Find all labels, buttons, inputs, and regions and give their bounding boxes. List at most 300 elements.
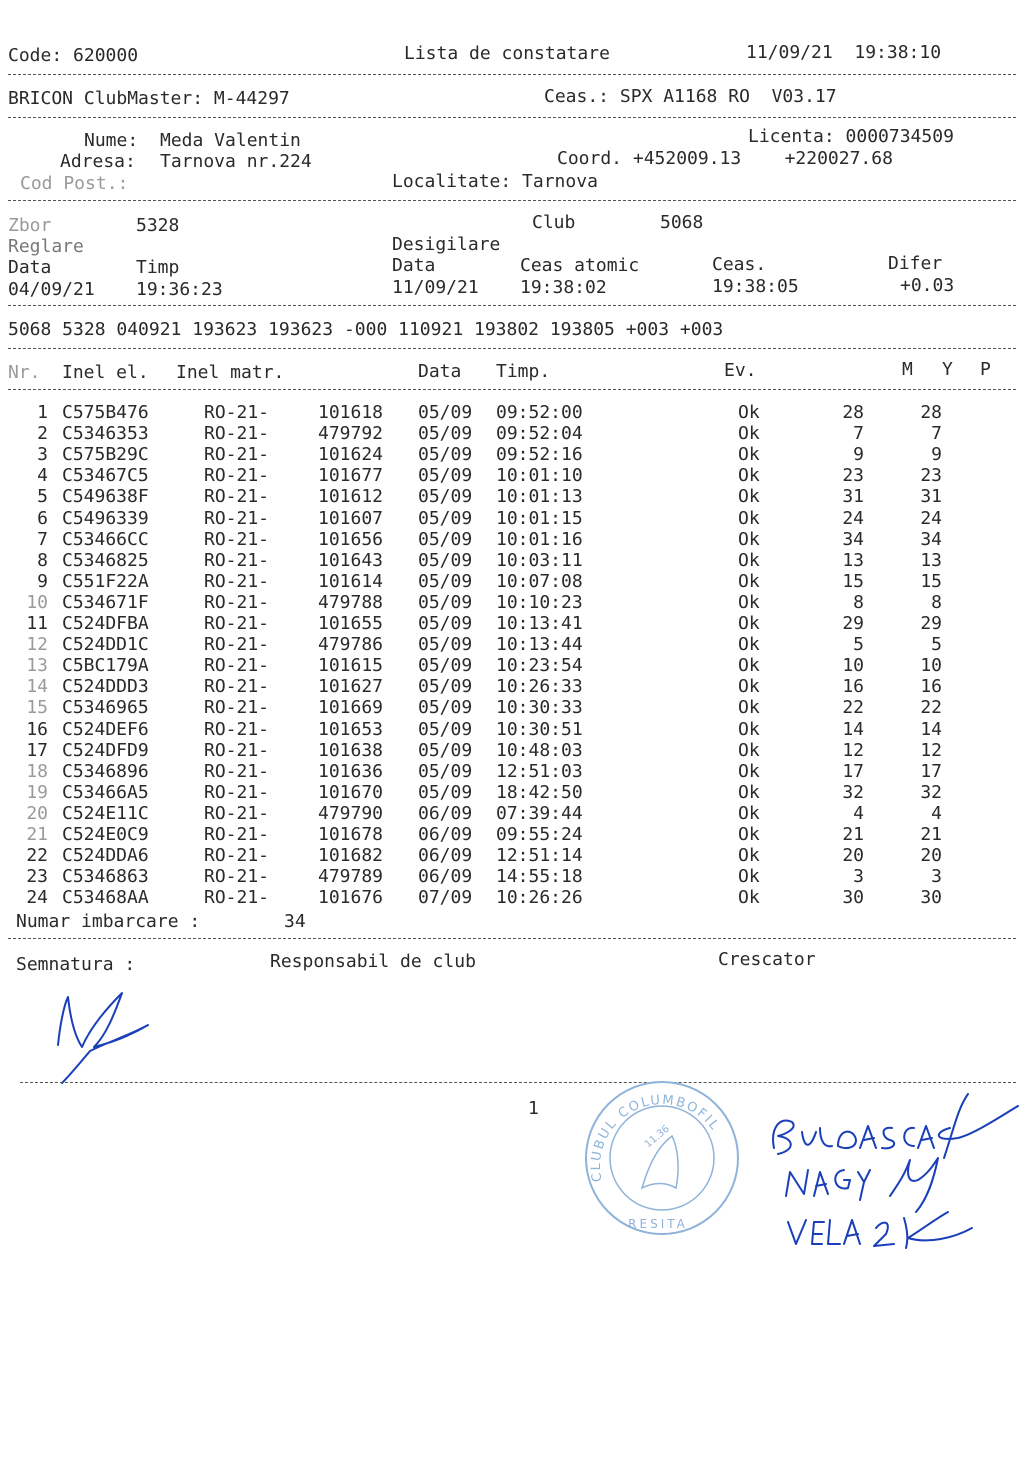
value-y: 21 <box>920 824 942 845</box>
arrival-time: 10:23:54 <box>496 655 583 677</box>
row-number: 20 <box>26 802 48 824</box>
event-status: Ok <box>738 570 760 592</box>
value-y: 15 <box>920 570 942 592</box>
row-number: 12 <box>26 634 48 656</box>
table-row <box>0 488 1024 509</box>
table-row <box>0 826 1024 847</box>
arrival-date: 06/09 <box>418 802 473 824</box>
table-row <box>0 718 1024 742</box>
separator <box>8 348 1016 349</box>
desigilare-ceas: 19:38:05 <box>712 276 799 297</box>
value-y: 9 <box>931 444 942 466</box>
electronic-ring: C551F22A <box>62 570 149 592</box>
address-label: Adresa: <box>60 151 136 172</box>
separator <box>8 117 1016 118</box>
row-number: 9 <box>37 570 48 592</box>
arrival-time: 10:10:23 <box>496 591 583 613</box>
value-y: 3 <box>931 866 942 888</box>
arrival-date: 05/09 <box>418 676 473 698</box>
arrival-date: 05/09 <box>418 718 473 740</box>
ring-prefix: RO-21- <box>204 866 270 888</box>
header-ev: Ev. <box>724 360 757 381</box>
value-m: 5 <box>853 634 864 656</box>
ring-number: 101653 <box>318 718 384 740</box>
breeder-signature <box>50 985 160 1090</box>
row-number: 4 <box>37 465 48 487</box>
owner-address: Tarnova nr.224 <box>160 151 312 172</box>
table-row <box>0 781 1024 805</box>
boarding-label: Numar imbarcare : <box>16 911 201 932</box>
committee-signatures <box>758 1088 1020 1258</box>
header-data: Data <box>418 361 462 382</box>
table-row <box>0 467 1024 488</box>
event-status: Ok <box>738 528 760 550</box>
arrival-date: 05/09 <box>418 634 473 656</box>
club-number: 5068 <box>660 212 704 233</box>
ring-prefix: RO-21- <box>204 465 270 487</box>
name-label: Nume: <box>84 130 139 151</box>
ring-prefix: RO-21- <box>204 802 270 824</box>
col-ceas: Ceas. <box>712 254 767 275</box>
arrival-time: 10:01:16 <box>496 528 583 550</box>
table-row <box>0 739 1024 763</box>
ring-number: 101670 <box>318 781 384 803</box>
row-number: 13 <box>26 655 48 677</box>
col-data2: Data <box>392 255 436 276</box>
ring-number: 101643 <box>318 549 384 571</box>
ring-prefix: RO-21- <box>204 655 270 677</box>
ring-number: 101624 <box>318 444 384 466</box>
arrival-time: 09:55:24 <box>496 824 583 845</box>
event-status: Ok <box>738 781 760 803</box>
ring-number: 101627 <box>318 676 384 698</box>
header-p: P <box>980 359 991 380</box>
arrival-date: 05/09 <box>418 423 473 445</box>
results-table <box>0 404 1024 914</box>
arrival-time: 09:52:00 <box>496 402 583 423</box>
electronic-ring: C5346965 <box>62 697 149 719</box>
ring-number: 101655 <box>318 613 384 634</box>
row-number: 23 <box>26 866 48 888</box>
header-inel-el: Inel el. <box>62 362 149 383</box>
value-y: 10 <box>920 655 942 677</box>
event-status: Ok <box>738 887 760 909</box>
table-row <box>0 507 1024 531</box>
electronic-ring: C5346825 <box>62 549 149 571</box>
table-row <box>0 847 1024 868</box>
electronic-ring: C524E11C <box>62 802 149 824</box>
ring-prefix: RO-21- <box>204 781 270 803</box>
electronic-ring: C524E0C9 <box>62 824 149 845</box>
event-status: Ok <box>738 613 760 634</box>
club-responsible-label: Responsabil de club <box>270 951 476 972</box>
ring-number: 101615 <box>318 655 384 677</box>
arrival-date: 05/09 <box>418 549 473 571</box>
value-m: 21 <box>842 824 864 845</box>
arrival-time: 10:07:08 <box>496 570 583 592</box>
ring-number: 101676 <box>318 887 384 909</box>
arrival-date: 06/09 <box>418 824 473 845</box>
club-label: Club <box>532 212 576 233</box>
arrival-date: 05/09 <box>418 760 473 782</box>
event-status: Ok <box>738 802 760 824</box>
row-number: 18 <box>26 760 48 782</box>
electronic-ring: C575B29C <box>62 444 149 466</box>
row-number: 17 <box>26 739 48 761</box>
arrival-time: 10:01:13 <box>496 486 583 508</box>
ring-prefix: RO-21- <box>204 634 270 656</box>
value-m: 16 <box>842 676 864 698</box>
row-number: 16 <box>26 718 48 740</box>
electronic-ring: C5346863 <box>62 866 149 888</box>
table-row <box>0 636 1024 657</box>
arrival-time: 10:26:26 <box>496 887 583 909</box>
value-m: 3 <box>853 866 864 888</box>
electronic-ring: C524DDD3 <box>62 676 149 698</box>
value-m: 30 <box>842 887 864 909</box>
page-number: 1 <box>528 1098 539 1119</box>
ring-prefix: RO-21- <box>204 486 270 508</box>
locality: Localitate: Tarnova <box>392 171 598 192</box>
desigilare-atomic: 19:38:02 <box>520 277 607 298</box>
reglare-label: Reglare <box>8 236 84 257</box>
value-y: 31 <box>920 486 942 508</box>
row-number: 8 <box>37 549 48 571</box>
arrival-time: 09:52:16 <box>496 444 583 466</box>
value-m: 4 <box>853 802 864 824</box>
electronic-ring: C575B476 <box>62 402 149 423</box>
electronic-ring: C534671F <box>62 591 149 613</box>
value-y: 7 <box>931 423 942 445</box>
arrival-date: 05/09 <box>418 465 473 487</box>
arrival-date: 05/09 <box>418 697 473 719</box>
value-m: 17 <box>842 760 864 782</box>
value-y: 13 <box>920 549 942 571</box>
ring-prefix: RO-21- <box>204 824 270 845</box>
table-row <box>0 868 1024 889</box>
electronic-ring: C5346896 <box>62 760 149 782</box>
ring-prefix: RO-21- <box>204 591 270 613</box>
event-status: Ok <box>738 866 760 888</box>
event-status: Ok <box>738 465 760 487</box>
desigilare-data: 11/09/21 <box>392 277 479 298</box>
value-y: 30 <box>920 887 942 909</box>
arrival-time: 14:55:18 <box>496 866 583 888</box>
arrival-date: 06/09 <box>418 866 473 888</box>
electronic-ring: C53468AA <box>62 887 149 909</box>
arrival-date: 05/09 <box>418 781 473 803</box>
document-title: Lista de constatare <box>404 43 610 64</box>
ring-prefix: RO-21- <box>204 760 270 782</box>
arrival-time: 10:01:15 <box>496 507 583 529</box>
row-number: 6 <box>37 507 48 529</box>
arrival-date: 05/09 <box>418 570 473 592</box>
ring-number: 479790 <box>318 802 384 824</box>
value-m: 34 <box>842 528 864 550</box>
value-m: 32 <box>842 781 864 803</box>
arrival-time: 18:42:50 <box>496 781 583 803</box>
arrival-time: 12:51:03 <box>496 760 583 782</box>
table-row <box>0 549 1024 573</box>
separator <box>8 938 1016 939</box>
ring-number: 101612 <box>318 486 384 508</box>
value-m: 22 <box>842 697 864 719</box>
electronic-ring: C524DD1C <box>62 634 149 656</box>
ring-prefix: RO-21- <box>204 676 270 698</box>
value-m: 31 <box>842 486 864 508</box>
value-y: 24 <box>920 507 942 529</box>
table-row <box>0 615 1024 636</box>
electronic-ring: C53467C5 <box>62 465 149 487</box>
row-number: 14 <box>26 676 48 698</box>
ring-number: 101607 <box>318 507 384 529</box>
value-m: 24 <box>842 507 864 529</box>
electronic-ring: C53466CC <box>62 528 149 550</box>
table-row <box>0 699 1024 720</box>
reglare-timp: 19:36:23 <box>136 279 223 300</box>
event-status: Ok <box>738 486 760 508</box>
arrival-time: 09:52:04 <box>496 423 583 445</box>
value-m: 28 <box>842 402 864 423</box>
row-number: 3 <box>37 444 48 466</box>
value-m: 8 <box>853 591 864 613</box>
electronic-ring: C524DFD9 <box>62 739 149 761</box>
arrival-date: 05/09 <box>418 486 473 508</box>
ring-prefix: RO-21- <box>204 549 270 571</box>
arrival-time: 10:01:10 <box>496 465 583 487</box>
row-number: 24 <box>26 887 48 909</box>
value-y: 29 <box>920 613 942 634</box>
arrival-time: 10:30:51 <box>496 718 583 740</box>
arrival-date: 05/09 <box>418 739 473 761</box>
ring-prefix: RO-21- <box>204 697 270 719</box>
license-number: Licenta: 0000734509 <box>748 126 954 147</box>
system-id: BRICON ClubMaster: M-44297 <box>8 88 290 109</box>
electronic-ring: C5BC179A <box>62 655 149 677</box>
ring-number: 101669 <box>318 697 384 719</box>
ring-number: 101636 <box>318 760 384 782</box>
electronic-ring: C5346353 <box>62 423 149 445</box>
col-difer: Difer <box>888 253 943 274</box>
clock-id: Ceas.: SPX A1168 RO V03.17 <box>544 86 837 107</box>
coordinates: Coord. +452009.13 +220027.68 <box>557 148 893 169</box>
svg-text:RESITA: RESITA <box>628 1217 688 1231</box>
ring-prefix: RO-21- <box>204 570 270 592</box>
arrival-date: 05/09 <box>418 591 473 613</box>
value-m: 14 <box>842 718 864 740</box>
header-y: Y <box>942 359 953 380</box>
ring-number: 101678 <box>318 824 384 845</box>
arrival-date: 05/09 <box>418 655 473 677</box>
event-status: Ok <box>738 549 760 571</box>
col-timp: Timp <box>136 257 180 278</box>
value-y: 14 <box>920 718 942 740</box>
table-row <box>0 404 1024 425</box>
table-row <box>0 570 1024 594</box>
ring-number: 101682 <box>318 845 384 867</box>
ring-number: 479788 <box>318 591 384 613</box>
ring-prefix: RO-21- <box>204 423 270 445</box>
arrival-date: 05/09 <box>418 444 473 466</box>
arrival-time: 10:48:03 <box>496 739 583 761</box>
table-row <box>0 425 1024 446</box>
arrival-date: 05/09 <box>418 402 473 423</box>
difference: +0.03 <box>900 275 955 296</box>
signature-label: Semnatura : <box>16 954 136 975</box>
arrival-time: 10:03:11 <box>496 549 583 571</box>
event-status: Ok <box>738 739 760 761</box>
header-nr: Nr. <box>8 362 41 383</box>
breeder-label: Crescator <box>718 949 816 970</box>
col-data: Data <box>8 257 52 278</box>
value-y: 20 <box>920 845 942 867</box>
ring-prefix: RO-21- <box>204 718 270 740</box>
arrival-date: 05/09 <box>418 507 473 529</box>
value-y: 8 <box>931 591 942 613</box>
event-status: Ok <box>738 591 760 613</box>
value-y: 4 <box>931 802 942 824</box>
zbor-label: Zbor <box>8 215 52 236</box>
ring-prefix: RO-21- <box>204 887 270 909</box>
table-row <box>0 528 1024 552</box>
electronic-ring: C524DFBA <box>62 613 149 634</box>
reglare-data: 04/09/21 <box>8 279 95 300</box>
row-number: 21 <box>26 824 48 845</box>
header-inel-matr: Inel matr. <box>176 362 285 383</box>
separator <box>8 74 1016 75</box>
ring-number: 479786 <box>318 634 384 656</box>
row-number: 10 <box>26 591 48 613</box>
event-status: Ok <box>738 634 760 656</box>
code-text: Code: 620000 <box>8 45 139 66</box>
arrival-time: 10:13:44 <box>496 634 583 656</box>
club-stamp <box>582 1078 742 1238</box>
separator <box>8 389 1016 390</box>
electronic-ring: C5496339 <box>62 507 149 529</box>
ring-number: 101618 <box>318 402 384 423</box>
svg-text:11.36: 11.36 <box>642 1123 672 1151</box>
table-row <box>0 889 1024 910</box>
ring-prefix: RO-21- <box>204 845 270 867</box>
table-row <box>0 802 1024 826</box>
svg-text:CLUBUL COLUMBOFIL: CLUBUL COLUMBOFIL <box>588 1092 723 1183</box>
arrival-time: 12:51:14 <box>496 845 583 867</box>
desigilare-label: Desigilare <box>392 234 501 255</box>
separator <box>8 200 1016 201</box>
electronic-ring: C549638F <box>62 486 149 508</box>
value-y: 16 <box>920 676 942 698</box>
value-y: 17 <box>920 760 942 782</box>
table-row <box>0 657 1024 678</box>
print-datetime: 11/09/21 19:38:10 <box>746 42 942 63</box>
value-m: 23 <box>842 465 864 487</box>
ring-prefix: RO-21- <box>204 444 270 466</box>
arrival-time: 07:39:44 <box>496 802 583 824</box>
electronic-ring: C524DEF6 <box>62 718 149 740</box>
row-number: 1 <box>37 402 48 423</box>
value-y: 23 <box>920 465 942 487</box>
value-m: 12 <box>842 739 864 761</box>
value-y: 34 <box>920 528 942 550</box>
value-m: 7 <box>853 423 864 445</box>
value-y: 32 <box>920 781 942 803</box>
ring-number: 101638 <box>318 739 384 761</box>
event-status: Ok <box>738 423 760 445</box>
table-row <box>0 591 1024 615</box>
row-number: 7 <box>37 528 48 550</box>
event-status: Ok <box>738 824 760 845</box>
row-number: 15 <box>26 697 48 719</box>
ring-number: 101677 <box>318 465 384 487</box>
separator <box>20 1082 1016 1083</box>
postcode-label: Cod Post.: <box>20 173 129 194</box>
event-status: Ok <box>738 697 760 719</box>
value-m: 15 <box>842 570 864 592</box>
ring-prefix: RO-21- <box>204 402 270 423</box>
table-row <box>0 446 1024 467</box>
row-number: 5 <box>37 486 48 508</box>
value-y: 12 <box>920 739 942 761</box>
row-number: 11 <box>26 613 48 634</box>
event-status: Ok <box>738 676 760 698</box>
arrival-date: 05/09 <box>418 528 473 550</box>
header-m: M <box>902 359 913 380</box>
value-m: 13 <box>842 549 864 571</box>
ring-number: 101614 <box>318 570 384 592</box>
ring-number: 479789 <box>318 866 384 888</box>
value-m: 9 <box>853 444 864 466</box>
arrival-date: 06/09 <box>418 845 473 867</box>
separator <box>8 305 1016 306</box>
value-m: 10 <box>842 655 864 677</box>
event-status: Ok <box>738 655 760 677</box>
table-row <box>0 678 1024 699</box>
row-number: 22 <box>26 845 48 867</box>
ring-prefix: RO-21- <box>204 613 270 634</box>
value-y: 22 <box>920 697 942 719</box>
value-y: 5 <box>931 634 942 656</box>
row-number: 19 <box>26 781 48 803</box>
event-status: Ok <box>738 402 760 423</box>
ring-prefix: RO-21- <box>204 528 270 550</box>
header-timp: Timp. <box>496 361 551 382</box>
event-status: Ok <box>738 507 760 529</box>
arrival-time: 10:26:33 <box>496 676 583 698</box>
arrival-time: 10:13:41 <box>496 613 583 634</box>
ring-number: 479792 <box>318 423 384 445</box>
table-row <box>0 760 1024 784</box>
event-status: Ok <box>738 444 760 466</box>
electronic-ring: C53466A5 <box>62 781 149 803</box>
ring-number: 101656 <box>318 528 384 550</box>
event-status: Ok <box>738 845 760 867</box>
arrival-time: 10:30:33 <box>496 697 583 719</box>
arrival-date: 05/09 <box>418 613 473 634</box>
col-ceas-atomic: Ceas atomic <box>520 255 640 276</box>
event-status: Ok <box>738 718 760 740</box>
value-m: 29 <box>842 613 864 634</box>
boarding-count: 34 <box>284 911 306 932</box>
owner-name: Meda Valentin <box>160 130 301 151</box>
ring-prefix: RO-21- <box>204 507 270 529</box>
ring-prefix: RO-21- <box>204 739 270 761</box>
event-status: Ok <box>738 760 760 782</box>
zbor-number: 5328 <box>136 215 180 236</box>
value-m: 20 <box>842 845 864 867</box>
code-line: 5068 5328 040921 193623 193623 -000 110921 193802 193805 +003 +003 <box>8 319 724 340</box>
row-number: 2 <box>37 423 48 445</box>
arrival-date: 07/09 <box>418 887 473 909</box>
